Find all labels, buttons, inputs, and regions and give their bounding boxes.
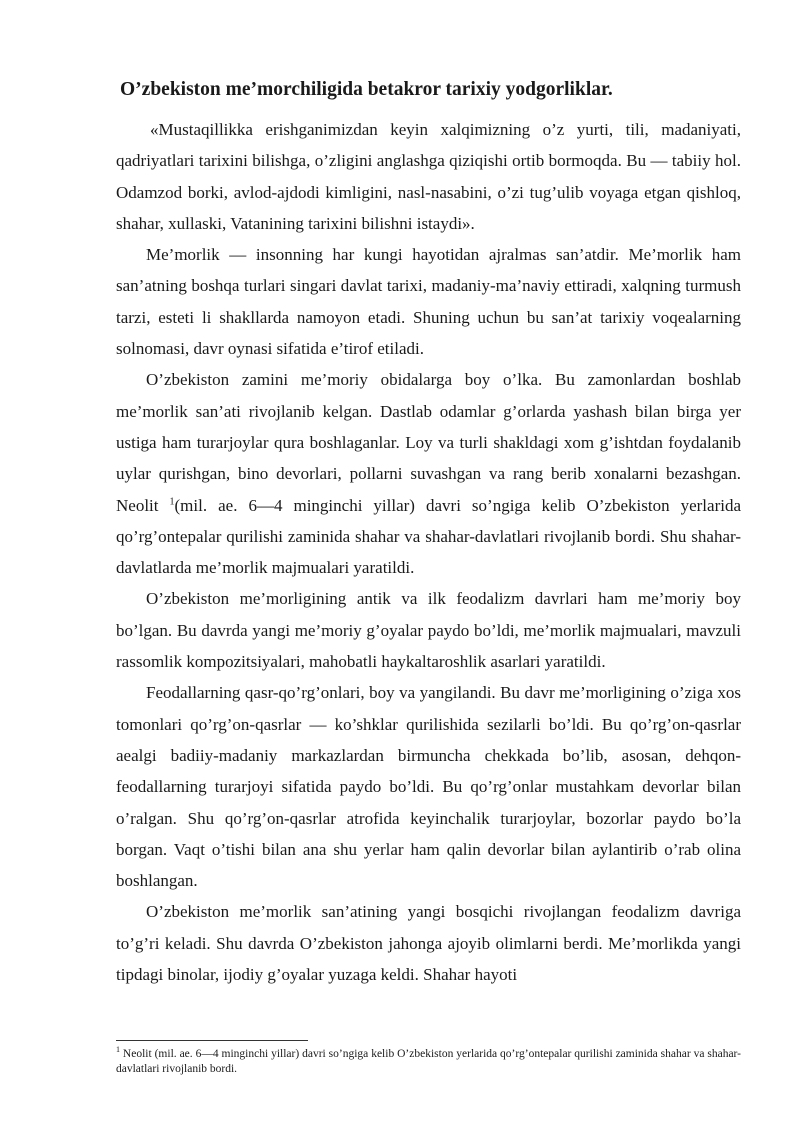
paragraph-quote: «Mustaqillikka erishganimizdan keyin xalqimizning o’z yurti, tili, madaniyati, qadriyatlari tarixini bilishga, o’zligini anglashga qiziqishi ortib bormoqda. Bu — tabiiy hol. Odamzod borki, avlod-ajdodi kimligini, nasl-nasabini, o’zi tug’ulib voyaga etgan qishloq, shahar, xullaski, Vatanining tarixini bilishni istaydi».: [116, 120, 741, 233]
paragraph-with-footnote: [116, 364, 741, 583]
paragraph-text-before-ref: O’zbekiston zamini me’moriy obidalarga boy o’lka. Bu zamonlardan boshlab me’morlik san’ati rivojlanib kelgan. Dastlab odamlar g’orlarda yashash bilan birga yer ustiga ham turarjoylar qura boshlaganlar. Loy va turli shakldagi xom g’ishtdan foydalanib uylar qurishgan, bino devorlari, pollarni suvashgan va rang berib xonalarni bezashgan. Neolit: [116, 370, 741, 515]
page-title: O’zbekiston me’morchiligida betakror tarixiy yodgorliklar.: [120, 79, 613, 100]
paragraph-text-after-ref: (mil. ae. 6—4 minginchi yillar) davri so’ngiga kelib O’zbekiston yerlarida qo’rg’ontepalar qurilishi zaminida shahar va shahar-davlatlari rivojlanib bordi. Shu shahar-davlatlarda me’morlik majmualari yaratildi.: [116, 495, 742, 578]
footnote-marker: 1: [116, 1045, 120, 1055]
footnote-divider: [116, 1040, 308, 1041]
paragraph: O’zbekiston me’morligining antik va ilk feodalizm davrlari ham me’moriy boy bo’lgan. Bu davrda yangi me’moriy g’oyalar paydo bo’ldi, me’morlik majmualari, mavzuli rassomlik kompozitsiyalari, mahobatli haykaltaroshlik asarlari yaratildi.: [116, 589, 741, 672]
paragraph: O’zbekiston me’morlik san’atining yangi bosqichi rivojlangan feodalizm davriga to’g’ri keladi. Shu davrda O’zbekiston jahonga ajoyib olimlarni berdi. Me’morlikda yangi tipdagi binolar, ijodiy g’oyalar yuzaga keldi. Shahar hayoti: [116, 902, 741, 985]
footnote: [116, 1047, 741, 1077]
paragraph: Me’morlik — insonning har kungi hayotidan ajralmas san’atdir. Me’morlik ham san’atning boshqa turlari singari davlat tarixi, madaniy-ma’naviy ettiradi, xalqning turmush tarzi, esteti li shakllarda namoyon etadi. Shuning uchun bu san’at tarixiy voqealarning solnomasi, davr oynasi sifatida e’tirof etiladi.: [116, 245, 741, 359]
footnote-reference[interactable]: 1: [169, 495, 175, 507]
document-body: [116, 114, 741, 990]
paragraph: Feodallarning qasr-qo’rg’onlari, boy va yangilandi. Bu davr me’morligining o’ziga xos tomonlari qo’rg’on-qasrlar — ko’shklar qurilishida sezilarli bo’ldi. Bu qo’rg’on-qasrlar aealgi badiiy-madaniy markazlardan birmuncha chekkada bo’lib, asosan, dehqon-feodallarning turarjoyi sifatida paydo bo’ldi. Bu qo’rg’onlar mustahkam devorlar bilan o’ralgan. Shu qo’rg’on-qasrlar atrofida keyinchalik turarjoylar, bozorlar paydo bo’la borgan. Vaqt o’tishi bilan ana shu yerlar ham qalin devorlar bilan aylantirib o’rab olina boshlangan.: [116, 683, 741, 891]
footnote-text: Neolit (mil. ae. 6—4 minginchi yillar) davri so’ngiga kelib O’zbekiston yerlarida qo’rg’ontepalar qurilishi zaminida shahar va shahar-davlatlari rivojlanib bordi.: [116, 1048, 741, 1075]
